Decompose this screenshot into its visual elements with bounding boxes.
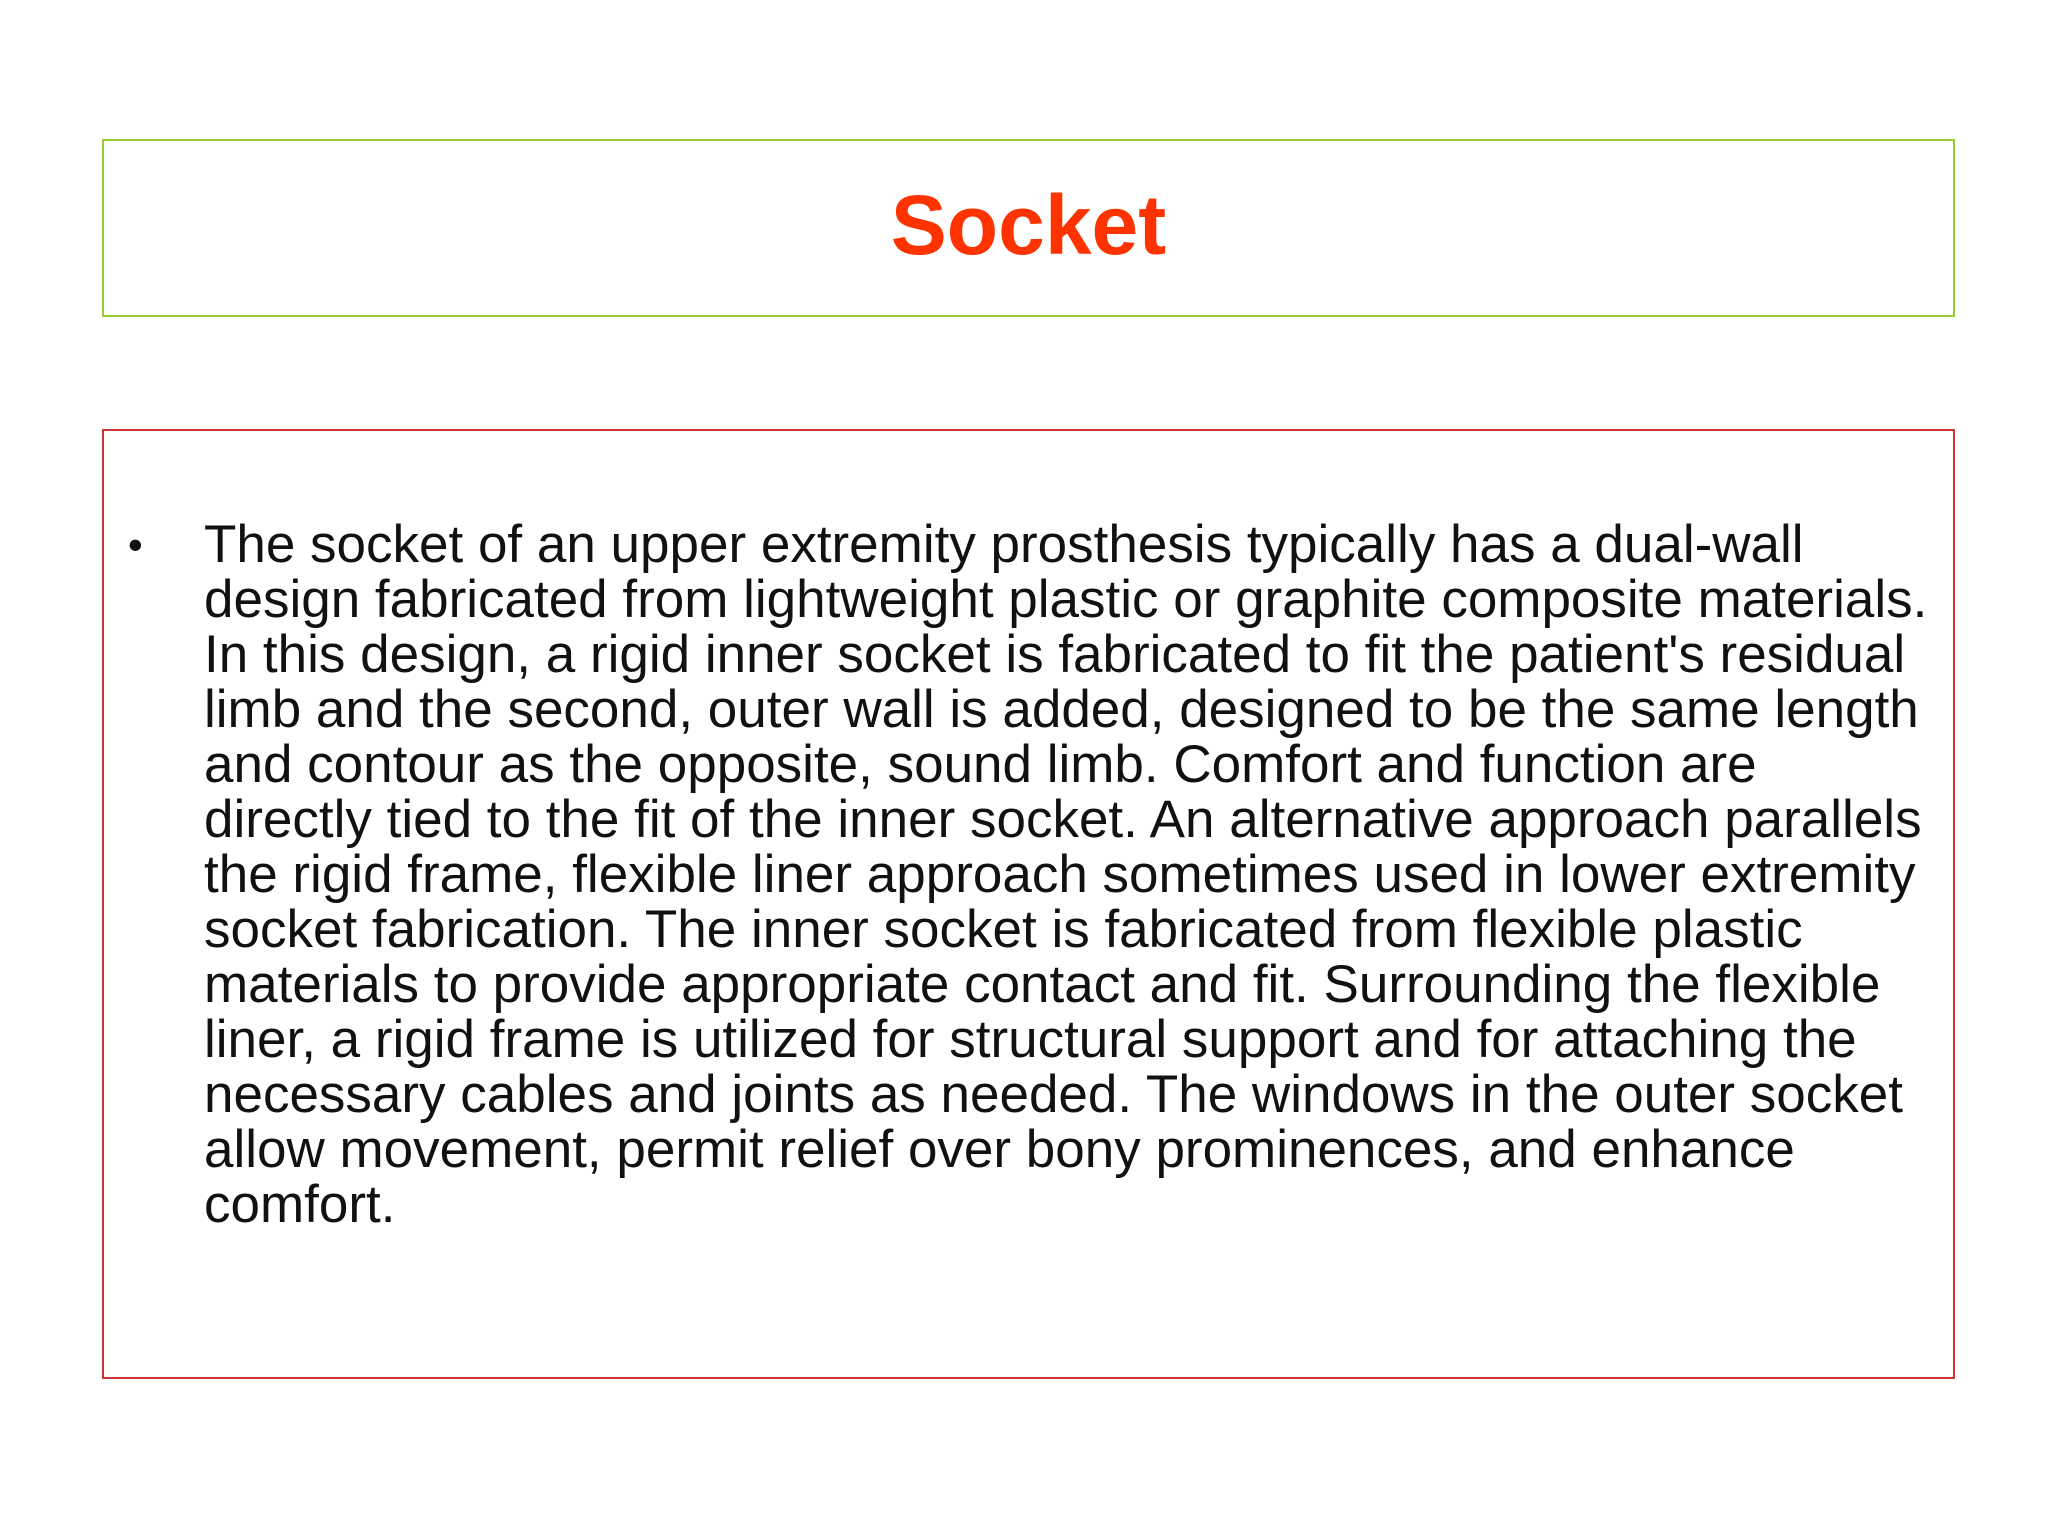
slide-title: Socket — [890, 178, 1167, 272]
bullet-text: The socket of an upper extremity prosthesis typically has a dual-wall design fabricated from lightweight plastic or graphite composite materials. In this design, a rigid inner socket is fabricated to fit the patient's residual limb and the second, outer wall is added, designed to be the same length and contour as the opposite, sound limb. Comfort and function are directly tied to the fit of the inner socket. An alternative approach parallels the rigid frame, flexible liner approach sometimes used in lower extremity socket fabrication. The inner socket is fabricated from flexible plastic materials to provide appropriate contact and fit. Surrounding the flexible liner, a rigid frame is utilized for structural support and for attaching the necessary cables and joints as needed. The windows in the outer socket allow movement, permit relief over bony prominences, and enhance comfort. — [204, 515, 1928, 1234]
content-box — [102, 429, 1955, 1379]
bullet-item — [124, 517, 1933, 1232]
bullet-marker: • — [128, 521, 143, 568]
bullet-list — [124, 517, 1933, 1232]
title-box — [102, 139, 1955, 317]
